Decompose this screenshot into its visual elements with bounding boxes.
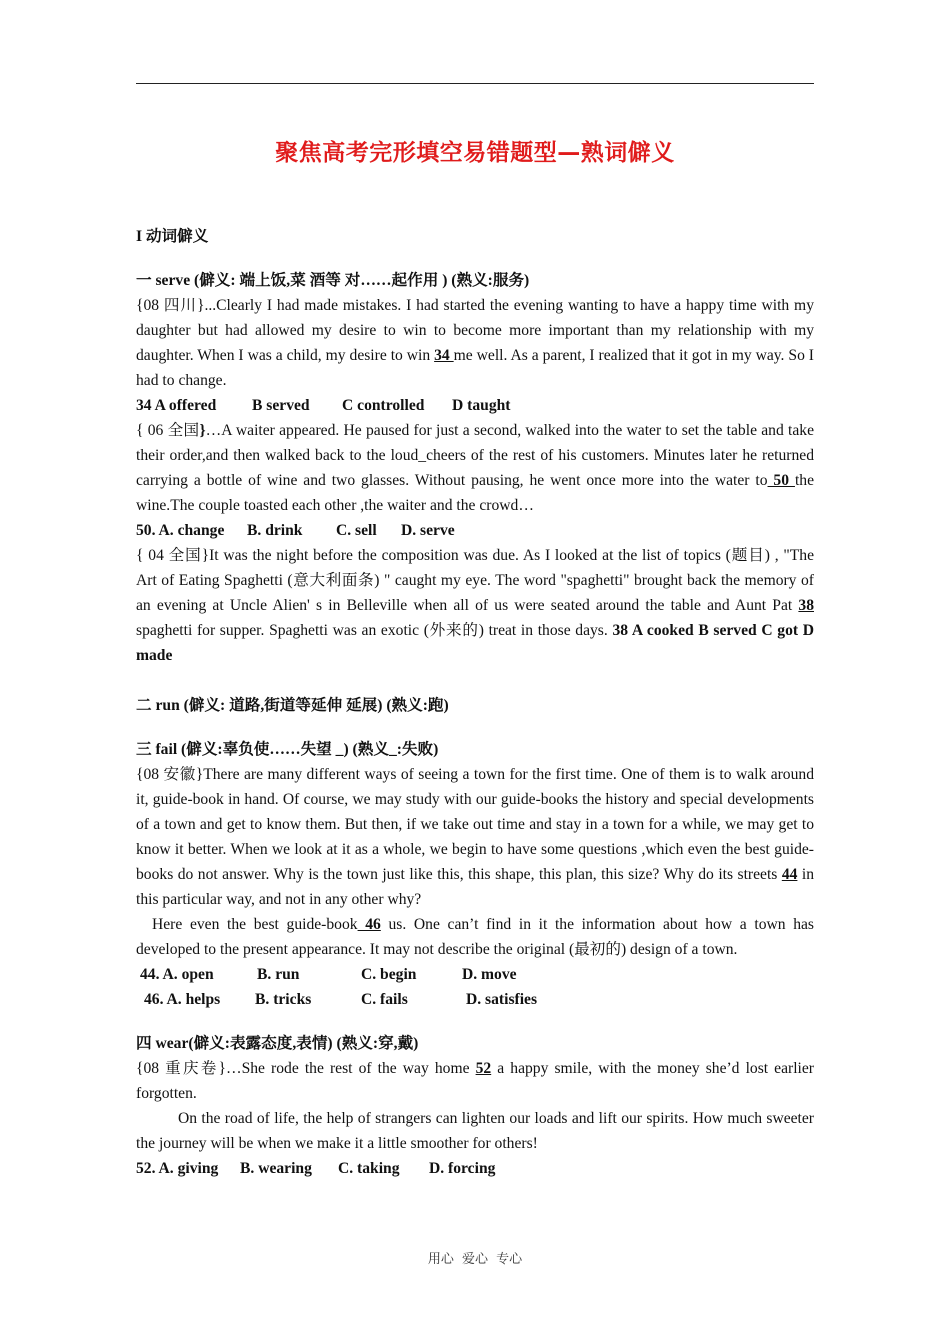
passage-serve-3: { 04 全国}It was the night before the composition was due. As I looked at the list of topics (题目) , "The Art of Eating Spaghetti (意大利面条) " caught my eye. The word "spaghetti" brought back the memory of an evening at Uncle Alien' s in Belleville when all of us were seated around the table and Aunt Pat 38 spaghetti for supper. Spaghetti was an exotic (外来的) treat in those days. 38 A cooked B served C got D made <box>136 547 814 664</box>
options-50: 50. A. change B. drink C. sell D. serve <box>136 522 455 539</box>
blank-46: 46 <box>357 916 381 933</box>
blank-50: 50 <box>767 472 795 489</box>
blank-52: 52 <box>475 1060 492 1077</box>
options-46: 46. A. helps B. tricks C. fails D. satisfies <box>144 991 538 1008</box>
options-38: 38 A cooked B served C got D made <box>136 622 814 664</box>
options-52: 52. A. giving B. wearing C. taking D. forcing <box>136 1160 496 1177</box>
heading-fail: 三 fail (僻义:辜负使……失望 _) (熟义_:失败) <box>136 741 439 758</box>
page-title: 聚焦高考完形填空易错题型—熟词僻义 <box>275 140 675 166</box>
heading-run: 二 run (僻义: 道路,街道等延伸 延展) (熟义:跑) <box>136 697 449 714</box>
header-rule <box>136 83 814 84</box>
heading-serve: 一 serve (僻义: 端上饭,菜 酒等 对……起作用 ) (熟义:服务) <box>136 272 530 289</box>
passage-serve-1: {08 四川}...Clearly I had made mistakes. I had started the evening wanting to have a happy time with my daughter but had allowed my desire to win to become more important than my relationship with my daughter. When I was a child, my desire to win 34 me well. As a parent, I realized that it got in my way. So I had to change. <box>136 297 815 389</box>
passage-serve-2: { 06 全国}…A waiter appeared. He paused for just a second, walked into the water to set the table and take their order,and then walked back to the loud_cheers of the rest of his customers. Minutes later he returned carrying a bottle of wine and two glasses. Without pausing, he went once more into the water to 50 the wine.The couple toasted each other ,the waiter and the crowd… <box>136 422 815 514</box>
passage-fail-2: Here even the best guide-book 46 us. One can’t find in it the information about how a town has developed to the present appearance. It may not describe the original (最初的) design of a town. <box>136 916 814 958</box>
passage-wear-1: {08 重庆卷}…She rode the rest of the way home 52 a happy smile, with the money she’d lost earlier forgotten. <box>136 1060 814 1102</box>
page-footer: 用心 爱心 专心 <box>427 1252 523 1267</box>
passage-wear-2: On the road of life, the help of strangers can lighten our loads and lift our spirits. How much sweeter the journey will be when we make it a little smoother for others! <box>136 1110 814 1152</box>
blank-34: 34 <box>434 347 454 364</box>
options-44: 44. A. open B. run C. begin D. move <box>140 966 517 983</box>
section-heading: I 动词僻义 <box>136 228 209 245</box>
document-body <box>136 224 814 1181</box>
blank-44: 44 <box>781 866 798 883</box>
options-34: 34 A offered B served C controlled D taught <box>136 397 511 414</box>
passage-fail-1: {08 安徽}There are many different ways of seeing a town for the first time. One of them is to walk around it, guide-book in hand. Of course, we may study with our guide-books the history and special developments of a town and get to know them. But then, if we take out time and stay in a town for a while, we may get to know it better. When we look at it as a whole, we begin to have some questions ,which even the best guide-books do not answer. Why is the town just like this, this shape, this plan, this size? Why do its streets 44 in this particular way, and not in any other why? <box>136 766 814 908</box>
blank-38: 38 <box>798 597 814 614</box>
heading-wear: 四 wear(僻义:表露态度,表情) (熟义:穿,戴) <box>136 1035 419 1052</box>
